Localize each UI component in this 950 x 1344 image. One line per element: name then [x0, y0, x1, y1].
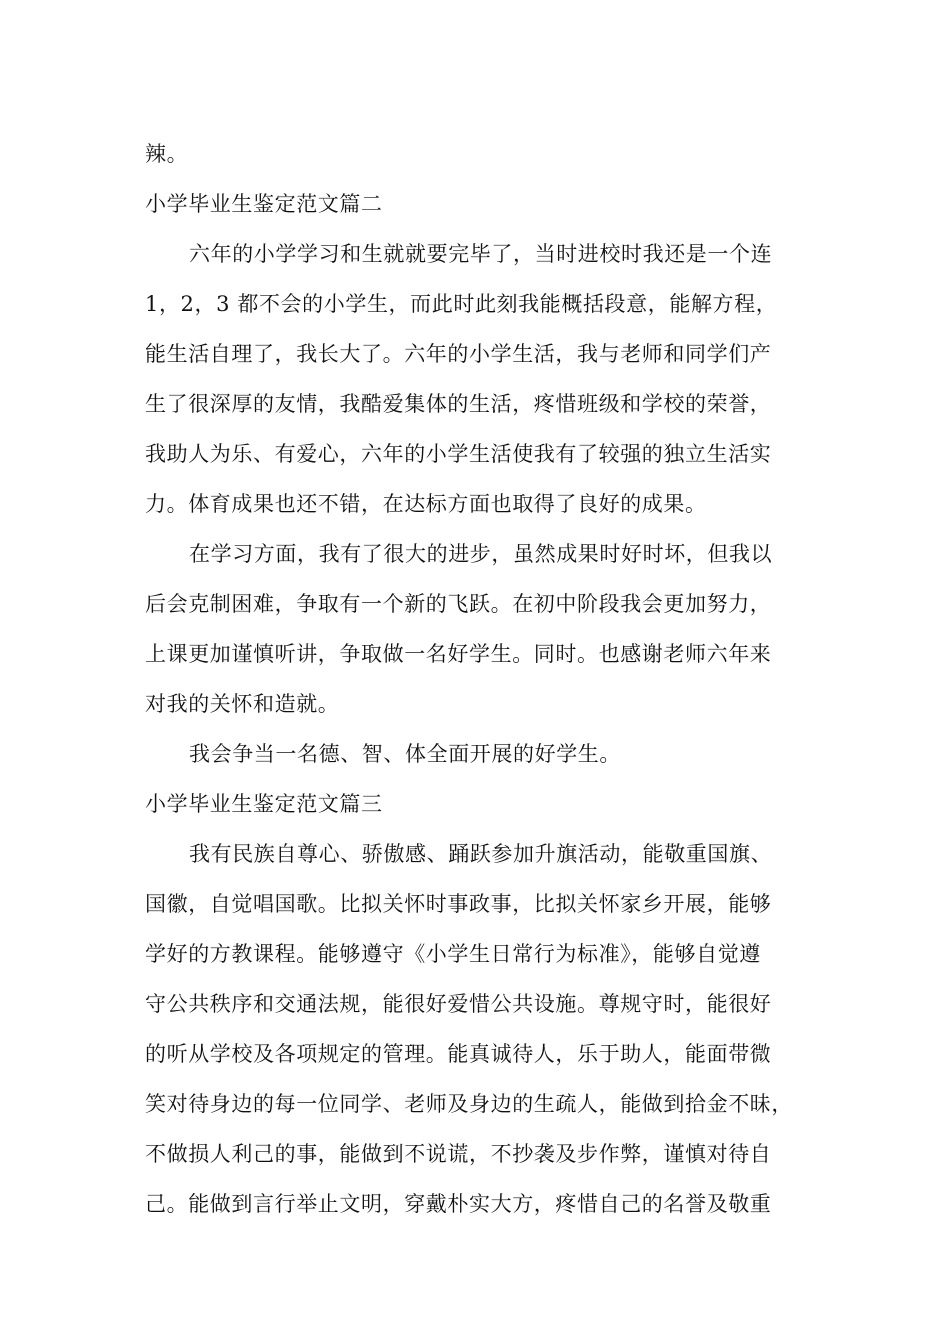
- text-line: 学好的方教课程。能够遵守《小学生日常行为标准》，能够自觉遵: [145, 942, 761, 966]
- text-line: 辣。: [145, 142, 189, 166]
- text-line: 我有民族自尊心、骄傲感、踊跃参加升旗活动，能敬重国旗、: [189, 842, 773, 866]
- text-line: 笑对待身边的每一位同学、老师及身边的生疏人，能做到拾金不昧，: [145, 1092, 793, 1116]
- text-line: 不做损人利己的事，能做到不说谎，不抄袭及步作弊，谨慎对待自: [145, 1142, 772, 1166]
- text-line: 六年的小学学习和生就就要完毕了，当时进校时我还是一个连: [189, 242, 773, 266]
- text-line: 生了很深厚的友情，我酷爱集体的生活，疼惜班级和学校的荣誉，: [145, 392, 772, 416]
- text-line: 我会争当一名德、智、体全面开展的好学生。: [189, 742, 621, 766]
- text-line: 己。能做到言行举止文明，穿戴朴实大方，疼惜自己的名誉及敬重: [145, 1192, 772, 1216]
- text-line: 小学毕业生鉴定范文篇三: [145, 792, 383, 816]
- text-line: 的听从学校及各项规定的管理。能真诚待人，乐于助人，能面带微: [145, 1042, 772, 1066]
- text-line: 国徽，自觉唱国歌。比拟关怀时事政事，比拟关怀家乡开展，能够: [145, 892, 772, 916]
- document-body: [145, 129, 825, 1229]
- text-line: 守公共秩序和交通法规，能很好爱惜公共设施。尊规守时，能很好: [145, 992, 772, 1016]
- text-line: 小学毕业生鉴定范文篇二: [145, 192, 383, 216]
- text-line: 能生活自理了，我长大了。六年的小学生活，我与老师和同学们产: [145, 342, 772, 366]
- text-line: 对我的关怀和造就。: [145, 692, 340, 716]
- text-line: 1，2，3 都不会的小学生，而此时此刻我能概括段意，能解方程，: [145, 292, 778, 316]
- text-line: 在学习方面，我有了很大的进步，虽然成果时好时坏，但我以: [189, 542, 773, 566]
- text-line: 我助人为乐、有爱心，六年的小学生活使我有了较强的独立生活实: [145, 442, 772, 466]
- text-line: 后会克制困难，争取有一个新的飞跃。在初中阶段我会更加努力，: [145, 592, 772, 616]
- text-line: 上课更加谨慎听讲，争取做一名好学生。同时。也感谢老师六年来: [145, 642, 772, 666]
- text-line: 力。体育成果也还不错，在达标方面也取得了良好的成果。: [145, 492, 707, 516]
